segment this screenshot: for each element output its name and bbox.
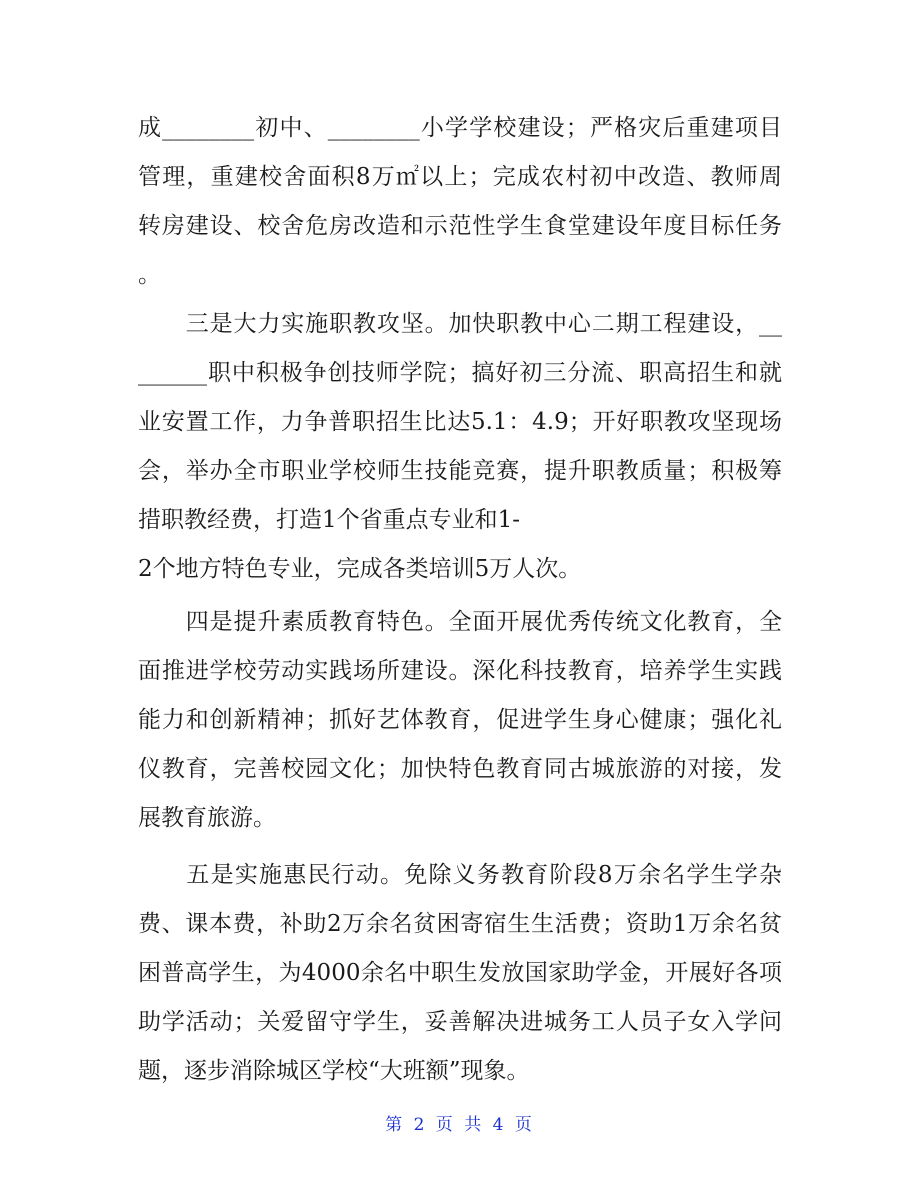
text-line: 2个地方特色专业，完成各类培训5万人次。	[138, 556, 582, 582]
paragraph-quality-education	[138, 598, 782, 843]
text-line: 措职教经费，打造1个省重点专业和1-	[138, 507, 521, 533]
document-body	[138, 104, 782, 1096]
text-line: 五是实施惠民行动。免除义务教育阶段8万余名学生学杂	[138, 862, 782, 888]
text-line: 管理，重建校舍面积8万㎡以上；完成农村初中改造、教师周	[138, 164, 782, 190]
text-line: 面推进学校劳动实践场所建设。深化科技教育，培养学生实践	[138, 658, 782, 684]
text-line: 能力和创新精神；抓好艺体教育，促进学生身心健康；强化礼	[138, 707, 782, 733]
text-line: 仪教育，完善校园文化；加快特色教育同古城旅游的对接，发	[138, 756, 782, 782]
page-number-footer: 第 2 页 共 4 页	[385, 1115, 535, 1135]
text-line: 费、课本费，补助2万余名贫困寄宿生生活费；资助1万余名贫	[138, 911, 782, 937]
text-line: 转房建设、校舍危房改造和示范性学生食堂建设年度目标任务	[138, 213, 782, 239]
text-line: 困普高学生，为4000余名中职生发放国家助学金，开展好各项	[138, 960, 782, 986]
text-line: ______职中积极争创技师学院；搞好初三分流、职高招生和就	[138, 360, 782, 386]
text-line: 会，举办全市职业学校师生技能竞赛，提升职教质量；积极筹	[138, 458, 782, 484]
text-line: 题，逐步消除城区学校“大班额”现象。	[138, 1058, 530, 1084]
text-line: 业安置工作，力争普职招生比达5.1：4.9；开好职教攻坚现场	[138, 409, 782, 435]
text-line: 四是提升素质教育特色。全面开展优秀传统文化教育，全	[138, 609, 782, 635]
text-line: 成________初中、________小学学校建设；严格灾后重建项目	[138, 115, 782, 141]
text-line: 助学活动；关爱留守学生，妥善解决进城务工人员子女入学问	[138, 1009, 782, 1035]
text-line: 。	[138, 262, 161, 288]
text-line: 展教育旅游。	[138, 805, 276, 831]
paragraph-vocational-education	[138, 300, 782, 594]
paragraph-public-welfare	[138, 851, 782, 1096]
paragraph-school-construction	[138, 104, 782, 300]
text-line: 三是大力实施职教攻坚。加快职教中心二期工程建设，__	[138, 311, 782, 337]
